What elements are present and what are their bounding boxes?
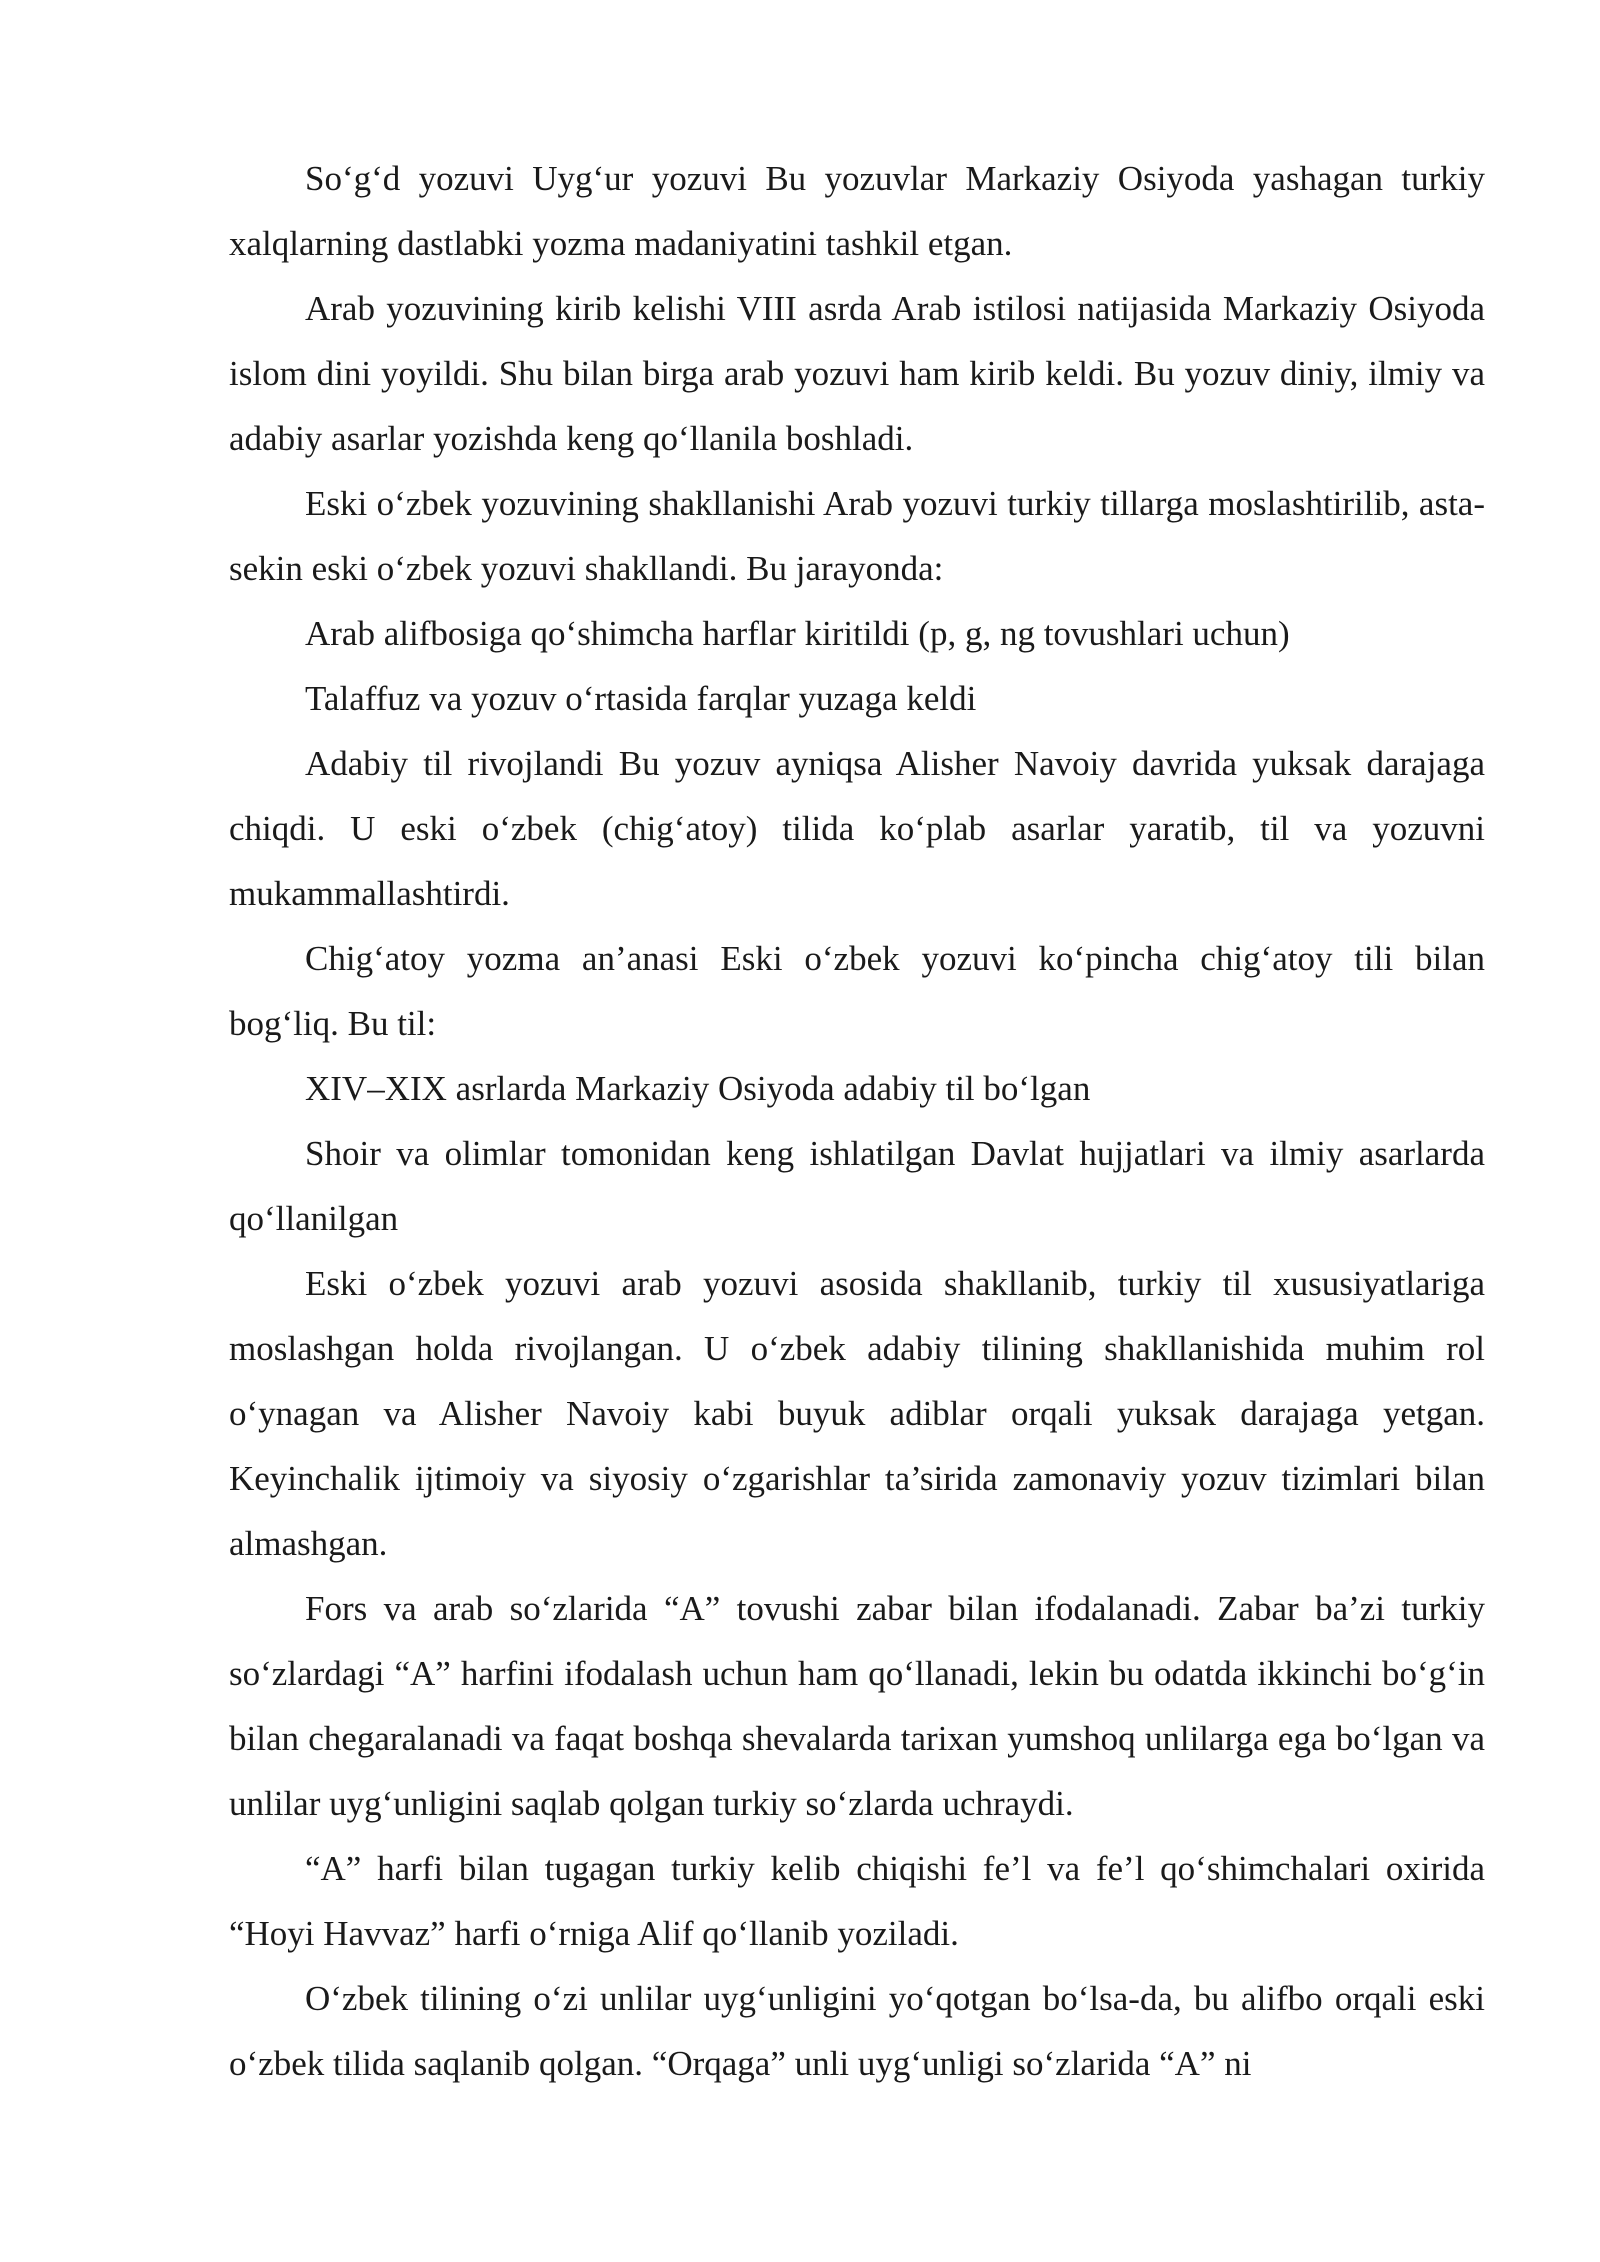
document-page (229, 146, 1485, 2096)
paragraph-summary: Eski o‘zbek yozuvi arab yozuvi asosida shakllanib, turkiy til xususiyatlariga moslashgan holda rivojlangan. U o‘zbek adabiy tilining shakllanishida muhim rol o‘ynagan va Alisher Navoiy kabi buyuk adiblar orqali yuksak darajaga yetgan. Keyinchalik ijtimoiy va siyosiy o‘zgarishlar ta’sirida zamonaviy yozuv tizimlari bilan almashgan. (229, 1264, 1485, 1563)
paragraph-14-19-centuries: XIV–XIX asrlarda Markaziy Osiyoda adabiy til bo‘lgan (305, 1069, 1091, 1108)
paragraph-persian-arabic-a-sound: Fors va arab so‘zlarida “A” tovushi zabar bilan ifodalanadi. Zabar ba’zi turkiy so‘zlardagi “A” harfini ifodalash uchun ham qo‘llanadi, lekin bu odatda ikkinchi bo‘g‘in bilan chegaralanadi va faqat boshqa shevalarda tarixan yumshoq unlilarga ega bo‘lgan va unlilar uyg‘unligini saqlab qolgan turkiy so‘zlarda uchraydi. (229, 1589, 1485, 1823)
paragraph-literary-language: Adabiy til rivojlandi Bu yozuv ayniqsa Alisher Navoiy davrida yuksak darajaga chiqdi. U eski o‘zbek (chig‘atoy) tilida ko‘plab asarlar yaratib, til va yozuvni mukammallashtirdi. (229, 744, 1485, 913)
paragraph-pronunciation-differences: Talaffuz va yozuv o‘rtasida farqlar yuzaga keldi (305, 679, 977, 718)
paragraph-additional-letters: Arab alifbosiga qo‘shimcha harflar kiritildi (p, g, ng tovushlari uchun) (305, 614, 1290, 653)
paragraph-old-uzbek-script-formation: Eski o‘zbek yozuvining shakllanishi Arab yozuvi turkiy tillarga moslashtirilib, asta-sekin eski o‘zbek yozuvi shakllandi. Bu jarayonda: (229, 484, 1485, 588)
paragraph-turkic-verbs-alif: “A” harfi bilan tugagan turkiy kelib chiqishi fe’l va fe’l qo‘shimchalari oxirida “Hoyi Havvaz” harfi o‘rniga Alif qo‘llanib yoziladi. (229, 1849, 1485, 1953)
paragraph-poets-scholars: Shoir va olimlar tomonidan keng ishlatilgan Davlat hujjatlari va ilmiy asarlarda qo‘llanilgan (229, 1134, 1485, 1238)
paragraph-chagatai-tradition: Chig‘atoy yozma an’anasi Eski o‘zbek yozuvi ko‘pincha chig‘atoy tili bilan bog‘liq. Bu til: (229, 939, 1485, 1043)
paragraph-arab-script-arrival: Arab yozuvining kirib kelishi VIII asrda Arab istilosi natijasida Markaziy Osiyoda islom dini yoyildi. Shu bilan birga arab yozuvi ham kirib keldi. Bu yozuv diniy, ilmiy va adabiy asarlar yozishda keng qo‘llanila boshladi. (229, 289, 1485, 458)
paragraph-vowel-harmony: O‘zbek tilining o‘zi unlilar uyg‘unligini yo‘qotgan bo‘lsa-da, bu alifbo orqali eski o‘zbek tilida saqlanib qolgan. “Orqaga” unli uyg‘unligi so‘zlarida “A” ni (229, 1979, 1485, 2083)
paragraph-sogd-uyghur-scripts: So‘g‘d yozuvi Uyg‘ur yozuvi Bu yozuvlar Markaziy Osiyoda yashagan turkiy xalqlarning dastlabki yozma madaniyatini tashkil etgan. (229, 159, 1485, 263)
